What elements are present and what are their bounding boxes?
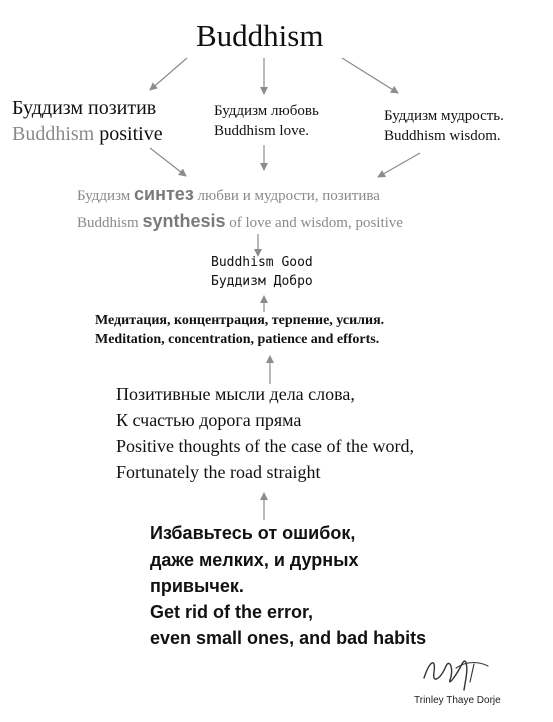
node-synthesis-ru bbox=[77, 184, 380, 205]
synthesis-ru-word: синтез bbox=[134, 184, 194, 204]
synthesis-ru-before: Буддизм bbox=[77, 188, 131, 204]
synthesis-ru-after: любви и мудрости, позитива bbox=[197, 188, 380, 204]
node-practice-ru: Медитация, концентрация, терпение, усилия. bbox=[95, 313, 385, 328]
node-synthesis-en bbox=[77, 211, 403, 232]
verse-line-1: Позитивные мысли дела слова, bbox=[116, 384, 355, 404]
node-positive-en-gray: Buddhism bbox=[12, 123, 95, 145]
node-wisdom-en: Buddhism wisdom. bbox=[384, 128, 501, 144]
node-good-en: Buddhism Good bbox=[211, 255, 313, 270]
arrow-positive-to-synthesis bbox=[150, 148, 186, 176]
author-name: Trinley Thaye Dorje bbox=[414, 695, 501, 706]
signature-mark bbox=[410, 650, 510, 700]
advice-line-2: даже мелких, и дурных bbox=[150, 550, 359, 570]
advice-line-3: привычек. bbox=[150, 576, 244, 596]
advice-line-1: Избавьтесь от ошибок, bbox=[150, 523, 356, 543]
verse-line-4: Fortunately the road straight bbox=[116, 462, 321, 482]
arrow-title-to-positive bbox=[150, 58, 187, 90]
advice-line-5: even small ones, and bad habits bbox=[150, 628, 427, 648]
synthesis-en-after: of love and wisdom, positive bbox=[229, 215, 403, 231]
node-positive-ru: Буддизм позитив bbox=[12, 97, 157, 119]
arrow-wisdom-to-synthesis bbox=[378, 153, 420, 177]
node-positive-en-dark: positive bbox=[99, 123, 163, 145]
node-love-en: Buddhism love. bbox=[214, 123, 310, 139]
synthesis-en-before: Buddhism bbox=[77, 215, 139, 231]
advice-line-4: Get rid of the error, bbox=[150, 602, 314, 622]
node-positive-en bbox=[12, 123, 163, 146]
diagram-title: Buddhism bbox=[196, 18, 324, 53]
node-good-ru: Буддизм Добро bbox=[211, 274, 313, 289]
verse-line-2: К счастью дорога пряма bbox=[116, 410, 302, 430]
node-practice-en: Meditation, concentration, patience and efforts. bbox=[95, 332, 380, 347]
arrow-title-to-wisdom bbox=[342, 58, 398, 93]
verse-line-3: Positive thoughts of the case of the word, bbox=[116, 436, 414, 456]
node-love-ru: Буддизм любовь bbox=[214, 103, 319, 119]
synthesis-en-word: synthesis bbox=[142, 211, 226, 231]
node-wisdom-ru: Буддизм мудрость. bbox=[384, 108, 504, 124]
